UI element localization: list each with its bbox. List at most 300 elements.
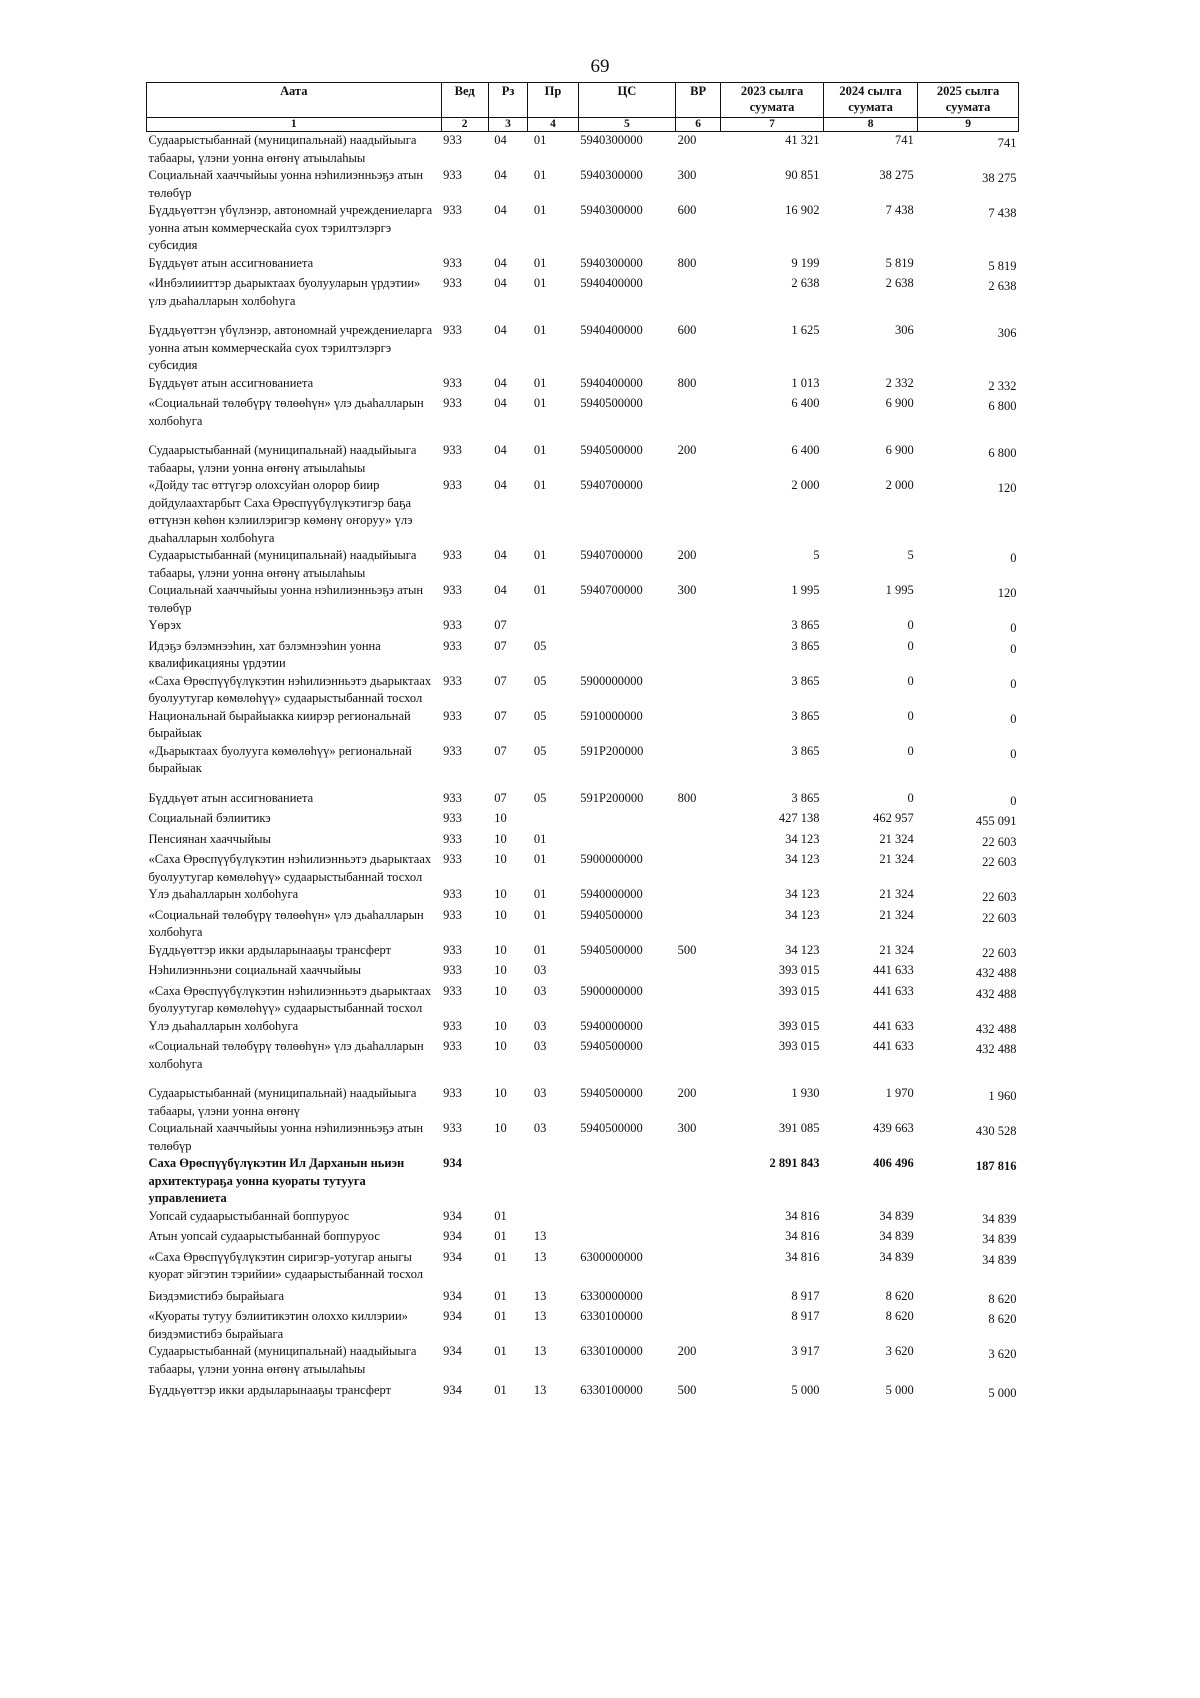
row-vr [676, 477, 721, 547]
row-vr [676, 638, 721, 673]
row-rz: 07 [494, 790, 507, 805]
row-rz: 10 [494, 1086, 507, 1100]
row-ved: 933 [443, 583, 462, 597]
row-rz: 10 [494, 942, 507, 957]
row-cs: 5910000000 [580, 708, 643, 723]
row-amount-2024: 0 [907, 743, 914, 758]
row-pr: 13 [533, 1344, 547, 1358]
row-name: Судаарыстыбаннай (муниципальнай) наадыйыыга табаары, үлэни уонна өҥөнү атыылаһыы [148, 548, 417, 580]
table-row [147, 962, 1019, 983]
row-vr [676, 1038, 721, 1085]
row-vr [676, 673, 721, 708]
row-amount-2025: 22 603 [982, 834, 1017, 849]
row-name: «Инбэлиииттэр дьарыктаах буолууларын үрдэтии» үлэ дьаһалларын холбоһуга [148, 276, 421, 308]
row-rz: 10 [494, 1121, 507, 1135]
table-row [147, 1085, 1019, 1120]
row-ved: 933 [443, 708, 462, 723]
row-rz: 01 [494, 1208, 507, 1223]
row-ved: 933 [443, 907, 462, 922]
row-vr [676, 831, 721, 852]
row-pr: 01 [533, 168, 547, 182]
row-rz: 10 [494, 983, 507, 998]
row-pr: 05 [533, 673, 547, 688]
row-amount-2023: 3 865 [791, 638, 820, 653]
row-amount-2025: 432 488 [975, 1042, 1017, 1056]
row-amount-2024: 2 000 [885, 478, 914, 492]
row-amount-2025: 6 800 [988, 399, 1017, 413]
row-cs: 5940500000 [580, 443, 643, 457]
row-cs: 5940400000 [580, 276, 643, 290]
row-ved: 933 [443, 1121, 462, 1135]
row-amount-2024: 6 900 [885, 443, 914, 457]
table-row [147, 275, 1019, 322]
row-amount-2023: 2 000 [791, 478, 820, 492]
table-row [147, 617, 1019, 638]
row-cs: 5940300000 [580, 168, 643, 182]
row-pr: 01 [533, 276, 547, 290]
row-cs [578, 810, 675, 831]
row-rz: 04 [494, 168, 507, 182]
table-row [147, 743, 1019, 790]
row-cs: 5940700000 [580, 478, 643, 492]
row-amount-2023: 34 123 [785, 887, 820, 901]
row-amount-2023: 8 917 [791, 1309, 820, 1323]
row-name: Социальнай бэлиитикэ [148, 811, 271, 825]
row-name: Бүддьүөт атын ассигнованиета [148, 255, 314, 270]
row-name: Бүддьүөттэн үбүлэнэр, автономнай учреждениеларга уонна атын коммерческайа суох тэрилтэлэргэ субсидия [148, 203, 433, 252]
row-cs [578, 831, 675, 852]
table-row [147, 790, 1019, 811]
row-amount-2023: 393 015 [778, 1018, 820, 1033]
row-amount-2024: 1 995 [885, 583, 914, 597]
row-cs: 5940400000 [580, 375, 643, 390]
row-pr: 01 [533, 478, 547, 492]
row-ved: 933 [443, 618, 462, 632]
row-vr [676, 743, 721, 790]
row-vr: 300 [677, 168, 697, 182]
row-amount-2023: 5 000 [791, 1383, 820, 1397]
row-ved: 933 [443, 255, 462, 270]
row-rz: 01 [494, 1344, 507, 1358]
row-amount-2023: 2 638 [791, 276, 820, 290]
row-vr [676, 886, 721, 907]
table-row [147, 1288, 1019, 1309]
row-ved: 933 [443, 203, 462, 217]
row-pr: 05 [533, 790, 547, 805]
row-amount-2025: 2 332 [988, 378, 1017, 393]
row-rz: 04 [494, 323, 507, 337]
row-amount-2025: 22 603 [982, 890, 1017, 904]
table-row [147, 942, 1019, 963]
row-amount-2025: 187 816 [975, 1159, 1017, 1173]
table-row [147, 886, 1019, 907]
column-number: 4 [528, 118, 578, 132]
row-ved: 933 [443, 942, 462, 957]
row-ved: 933 [443, 478, 462, 492]
row-amount-2023: 34 123 [785, 942, 820, 957]
column-header: Вед [441, 83, 488, 118]
row-name: «Социальнай төлөбүрү төлөөһүн» үлэ дьаһалларын холбоһуга [148, 907, 424, 939]
row-amount-2024: 21 324 [879, 907, 914, 922]
row-vr: 300 [677, 1121, 697, 1135]
row-rz: 01 [494, 1288, 507, 1303]
row-rz: 04 [494, 203, 507, 217]
row-name: Социальнай хааччыйыы уонна нэһилиэнньэҕэ атын төлөбүр [148, 583, 424, 615]
row-amount-2025: 0 [1010, 621, 1017, 635]
row-vr: 200 [677, 548, 697, 562]
table-row [147, 322, 1019, 375]
row-vr [676, 1308, 721, 1343]
row-name: Үлэ дьаһалларын холбоһуга [148, 1018, 299, 1033]
row-amount-2025: 120 [997, 481, 1017, 495]
page-number: 69 [590, 56, 610, 77]
row-vr [676, 1208, 721, 1229]
row-pr: 03 [533, 1018, 547, 1033]
row-ved: 934 [443, 1208, 462, 1223]
row-amount-2023: 34 123 [785, 907, 820, 922]
row-name: Бүддьүөт атын ассигнованиета [148, 790, 314, 805]
row-ved: 933 [443, 375, 462, 390]
row-amount-2023: 41 321 [785, 133, 820, 147]
row-name: «Саха Өрөспүүбүлүкэтин нэһилиэнньэтэ дьарыктаах буолуутугар көмөлөһүү» судаарыстыбаннай тосхол [148, 673, 432, 705]
row-amount-2024: 2 332 [885, 375, 914, 390]
row-amount-2024: 5 [907, 548, 914, 562]
row-vr: 600 [677, 203, 697, 217]
table-header-row [147, 83, 1019, 118]
table-row [147, 1120, 1019, 1155]
row-amount-2023: 5 [813, 548, 820, 562]
row-pr [528, 617, 578, 638]
row-pr: 01 [533, 583, 547, 597]
row-cs [578, 1208, 675, 1229]
row-amount-2025: 8 620 [988, 1312, 1017, 1326]
row-rz: 04 [494, 133, 507, 147]
row-amount-2025: 432 488 [975, 1021, 1017, 1036]
row-amount-2025: 5 819 [988, 258, 1017, 273]
row-amount-2025: 6 800 [988, 446, 1017, 460]
row-amount-2023: 1 625 [791, 323, 820, 337]
column-header: ЦС [578, 83, 675, 118]
column-header: Пр [528, 83, 578, 118]
column-number: 6 [676, 118, 721, 132]
row-vr [676, 1018, 721, 1039]
row-name: Уопсай судаарыстыбаннай боппуруос [148, 1208, 350, 1223]
row-pr: 03 [533, 1086, 547, 1100]
row-pr: 01 [533, 443, 547, 457]
row-vr [676, 1249, 721, 1288]
row-amount-2025: 5 000 [988, 1386, 1017, 1400]
row-name: Бүддьүөт атын ассигнованиета [148, 375, 314, 390]
table-row [147, 673, 1019, 708]
row-amount-2023: 3 865 [791, 708, 820, 723]
row-amount-2023: 1 995 [791, 583, 820, 597]
row-pr: 01 [533, 548, 547, 562]
row-amount-2024: 34 839 [879, 1208, 914, 1223]
table-row [147, 1208, 1019, 1229]
row-pr: 01 [533, 396, 547, 410]
row-cs: 5940300000 [580, 203, 643, 217]
row-cs: 6330100000 [580, 1344, 643, 1358]
row-ved: 933 [443, 548, 462, 562]
row-name: «Дьарыктаах буолууга көмөлөһүү» региональнай бырайыак [148, 743, 412, 775]
row-vr: 800 [677, 375, 697, 390]
row-amount-2023: 1 930 [791, 1086, 820, 1100]
table-row [147, 831, 1019, 852]
row-amount-2023: 3 865 [791, 790, 820, 805]
row-ved: 933 [443, 983, 462, 998]
table-row [147, 1382, 1019, 1403]
table-row [147, 1038, 1019, 1085]
row-amount-2023: 391 085 [778, 1121, 820, 1135]
row-rz: 07 [494, 673, 507, 688]
row-ved: 934 [443, 1383, 462, 1397]
row-name: Судаарыстыбаннай (муниципальнай) наадыйыыга табаары, үлэни уонна өҥөнү [148, 1086, 417, 1118]
table-row [147, 708, 1019, 743]
row-cs: 6330100000 [580, 1383, 643, 1397]
column-header: 2023 сылга суумата [721, 83, 824, 118]
row-ved: 933 [443, 887, 462, 901]
row-ved: 934 [443, 1229, 462, 1243]
row-rz: 10 [494, 907, 507, 922]
row-amount-2025: 22 603 [982, 855, 1017, 869]
row-pr: 01 [533, 375, 547, 390]
row-rz: 01 [494, 1383, 507, 1397]
row-name: Судаарыстыбаннай (муниципальнай) наадыйыыга табаары, үлэни уонна өҥөнү атыылаһыы [148, 1344, 417, 1376]
row-amount-2023: 34 816 [785, 1229, 820, 1243]
row-amount-2024: 1 970 [885, 1086, 914, 1100]
row-rz: 10 [494, 852, 507, 866]
row-pr: 01 [533, 942, 547, 957]
row-vr: 200 [677, 443, 697, 457]
row-amount-2024: 38 275 [879, 168, 914, 182]
row-amount-2024: 8 620 [885, 1309, 914, 1323]
row-vr: 300 [677, 583, 697, 597]
row-pr: 03 [533, 1121, 547, 1135]
table-row [147, 1228, 1019, 1249]
row-rz: 01 [494, 1229, 507, 1243]
row-amount-2025: 22 603 [982, 945, 1017, 960]
row-cs [578, 638, 675, 673]
row-amount-2025: 38 275 [982, 171, 1017, 185]
row-cs: 6330000000 [580, 1288, 643, 1303]
row-cs: 5940500000 [580, 1039, 643, 1053]
row-pr: 01 [533, 887, 547, 901]
row-pr: 01 [533, 831, 547, 846]
row-amount-2025: 306 [997, 326, 1017, 340]
row-pr [528, 1208, 578, 1229]
row-name: Судаарыстыбаннай (муниципальнай) наадыйыыга табаары, үлэни уонна өҥөнү атыылаһыы [148, 443, 417, 475]
row-cs [578, 1228, 675, 1249]
row-vr [676, 962, 721, 983]
row-vr [676, 983, 721, 1018]
row-name: Нэһилиэнньэни социальнай хааччыйыы [148, 963, 362, 977]
table-row [147, 442, 1019, 477]
table-row [147, 582, 1019, 617]
row-amount-2023: 34 123 [785, 831, 820, 846]
column-number: 7 [721, 118, 824, 132]
row-cs: 591P200000 [580, 790, 644, 805]
row-cs: 5940500000 [580, 942, 643, 957]
row-amount-2023: 16 902 [785, 203, 820, 217]
row-vr [676, 1155, 721, 1208]
row-amount-2023: 6 400 [791, 396, 820, 410]
row-amount-2024: 0 [907, 790, 914, 805]
row-cs: 5900000000 [580, 852, 643, 866]
table-body [147, 132, 1019, 1403]
row-amount-2023: 90 851 [785, 168, 820, 182]
row-ved: 934 [443, 1249, 462, 1264]
row-ved: 933 [443, 831, 462, 846]
row-name: Саха Өрөспүүбүлүкэтин Ил Дарханын ньиэн архитектураҕа уонна куораты тутууга управлениета [148, 1156, 405, 1205]
row-vr [676, 1288, 721, 1309]
row-pr: 05 [533, 743, 547, 758]
row-amount-2023: 393 015 [778, 983, 820, 998]
row-pr: 13 [533, 1383, 547, 1397]
row-amount-2025: 0 [1010, 711, 1017, 726]
row-cs: 5940300000 [580, 255, 643, 270]
row-name: Социальнай хааччыйыы уонна нэһилиэнньэҕэ атын төлөбүр [148, 168, 424, 200]
row-cs: 5940000000 [580, 1018, 643, 1033]
row-name: Пенсиянан хааччыйыы [148, 831, 271, 846]
row-amount-2024: 5 819 [885, 255, 914, 270]
row-pr: 05 [533, 708, 547, 723]
row-cs: 6300000000 [580, 1249, 643, 1264]
row-amount-2023: 3 865 [791, 618, 820, 632]
row-amount-2024: 21 324 [879, 887, 914, 901]
row-cs: 591P200000 [580, 743, 644, 758]
row-amount-2023: 8 917 [791, 1288, 820, 1303]
row-amount-2023: 3 917 [791, 1344, 820, 1358]
row-vr: 500 [677, 942, 697, 957]
row-vr: 200 [677, 133, 697, 147]
column-number: 3 [488, 118, 528, 132]
row-name: «Социальнай төлөбүрү төлөөһүн» үлэ дьаһалларын холбоһуга [148, 1039, 424, 1071]
row-vr: 200 [677, 1344, 697, 1358]
row-amount-2025: 0 [1010, 551, 1017, 565]
row-amount-2024: 7 438 [885, 203, 914, 217]
row-rz: 07 [494, 638, 507, 653]
row-amount-2023: 34 123 [785, 852, 820, 866]
row-cs: 5940500000 [580, 1121, 643, 1135]
row-amount-2025: 3 620 [988, 1347, 1017, 1361]
row-amount-2025: 120 [997, 586, 1017, 600]
column-number: 1 [147, 118, 442, 132]
row-cs [578, 962, 675, 983]
row-ved: 933 [443, 1018, 462, 1033]
row-rz: 04 [494, 396, 507, 410]
row-rz: 04 [494, 548, 507, 562]
row-ved: 933 [443, 852, 462, 866]
row-amount-2024: 2 638 [885, 276, 914, 290]
row-ved: 933 [443, 673, 462, 688]
row-amount-2023: 1 013 [791, 375, 820, 390]
row-name: Үөрэх [148, 618, 182, 632]
row-amount-2025: 0 [1010, 676, 1017, 691]
row-amount-2023: 3 865 [791, 743, 820, 758]
row-ved: 933 [443, 133, 462, 147]
row-cs: 6330100000 [580, 1309, 643, 1323]
row-vr [676, 907, 721, 942]
row-amount-2025: 7 438 [988, 206, 1017, 220]
row-amount-2025: 0 [1010, 641, 1017, 656]
row-rz: 07 [494, 708, 507, 723]
row-amount-2023: 3 865 [791, 673, 820, 688]
row-cs: 5940500000 [580, 396, 643, 410]
row-name: «Саха Өрөспүүбүлүкэтин нэһилиэнньэтэ дьарыктаах буолуутугар көмөлөһүү» судаарыстыбаннай тосхол [148, 983, 432, 1015]
row-cs: 5900000000 [580, 983, 643, 998]
row-vr: 600 [677, 323, 697, 337]
table-row [147, 547, 1019, 582]
row-pr: 01 [533, 852, 547, 866]
row-rz: 04 [494, 443, 507, 457]
table-row [147, 638, 1019, 673]
row-amount-2025: 455 091 [975, 814, 1017, 828]
row-name: «Дойду тас өттүгэр олохсуйан олорор биир дойдулаахтарбыт Саха Өрөспүүбүлүкэтигэр баҕа өттүнэн көһөн кэлиилэригэр көмөнү оҥоруу» үлэ дьаһалларын холбоһуга [148, 478, 413, 545]
column-header: 2025 сылга суумата [918, 83, 1019, 118]
row-amount-2025: 8 620 [988, 1291, 1017, 1306]
row-ved: 933 [443, 743, 462, 758]
row-ved: 933 [443, 323, 462, 337]
table-row [147, 202, 1019, 255]
row-amount-2023: 6 400 [791, 443, 820, 457]
row-cs: 5940500000 [580, 1086, 643, 1100]
row-cs: 5940500000 [580, 907, 643, 922]
table-row [147, 1249, 1019, 1288]
row-pr [528, 1155, 578, 1208]
row-pr: 13 [533, 1288, 547, 1303]
row-rz: 04 [494, 478, 507, 492]
row-amount-2023: 9 199 [791, 255, 820, 270]
row-rz: 10 [494, 811, 507, 825]
row-ved: 933 [443, 1039, 462, 1053]
row-name: Социальнай хааччыйыы уонна нэһилиэнньэҕэ атын төлөбүр [148, 1121, 424, 1153]
row-name: «Саха Өрөспүүбүлүкэтин сиригэр-уотугар аныгы куорат эйгэтин тэрийии» судаарыстыбаннай тосхол [148, 1249, 424, 1281]
row-vr [676, 275, 721, 322]
row-ved: 934 [443, 1156, 462, 1170]
table-row [147, 983, 1019, 1018]
row-amount-2024: 441 633 [873, 983, 914, 998]
row-pr: 01 [533, 255, 547, 270]
row-ved: 933 [443, 396, 462, 410]
row-rz: 07 [494, 618, 507, 632]
table-row [147, 132, 1019, 168]
row-amount-2024: 6 900 [885, 396, 914, 410]
row-amount-2023: 393 015 [778, 1039, 820, 1053]
row-cs: 5940000000 [580, 887, 643, 901]
row-amount-2025: 22 603 [982, 910, 1017, 925]
row-vr [676, 810, 721, 831]
table-row [147, 255, 1019, 276]
row-rz: 04 [494, 255, 507, 270]
row-ved: 933 [443, 811, 462, 825]
row-rz: 07 [494, 743, 507, 758]
row-vr: 800 [677, 790, 697, 805]
row-rz: 10 [494, 963, 507, 977]
row-cs [578, 617, 675, 638]
row-rz: 10 [494, 1018, 507, 1033]
row-amount-2025: 2 638 [988, 279, 1017, 293]
row-rz: 04 [494, 276, 507, 290]
budget-table [146, 82, 1019, 1403]
row-rz: 01 [494, 1309, 507, 1323]
row-pr: 03 [533, 1039, 547, 1053]
row-amount-2024: 34 839 [879, 1249, 914, 1264]
row-amount-2024: 0 [907, 618, 914, 632]
table-row [147, 1343, 1019, 1382]
row-rz: 01 [494, 1249, 507, 1264]
row-name: Бүддьүөттэр икки ардыларынааҕы трансферт [148, 1383, 392, 1397]
row-rz: 10 [494, 1039, 507, 1053]
